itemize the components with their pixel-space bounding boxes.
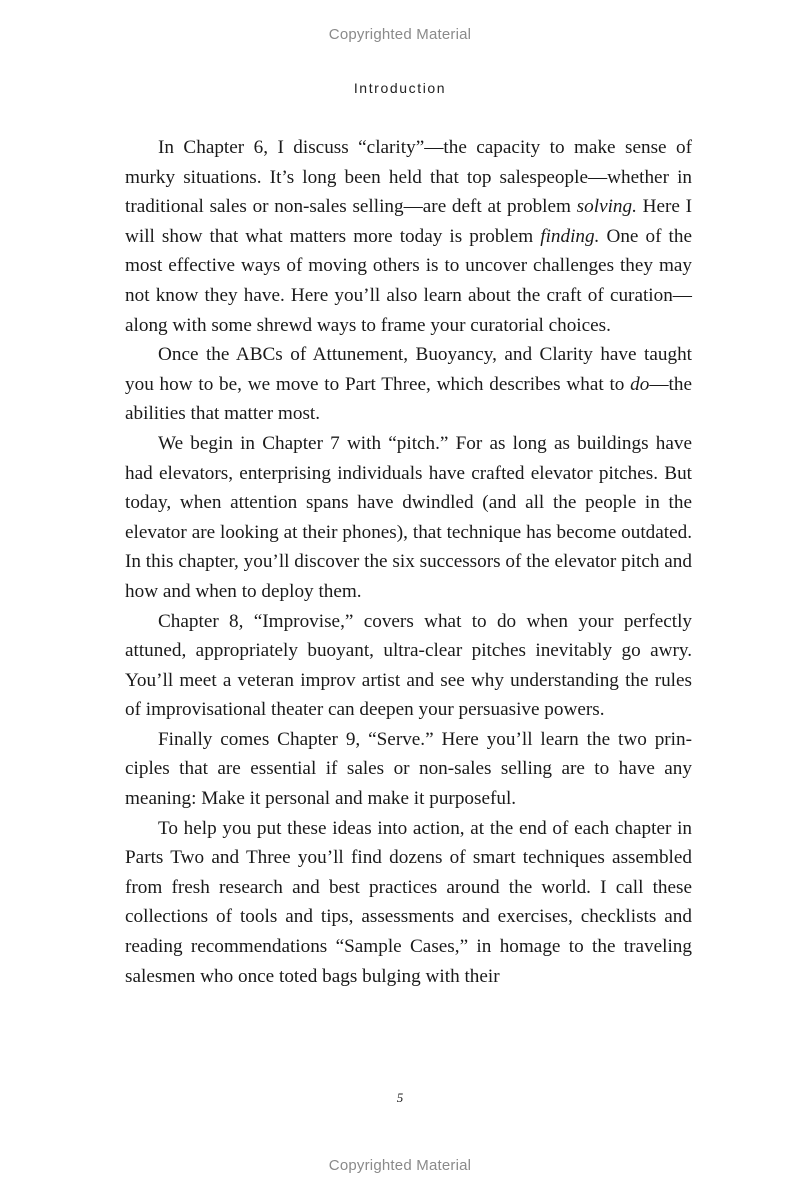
text-run: Chapter 8, “Improvise,” covers what to do when your perfectly attuned, appropriately buoyant, ultra-clear pitches inevitably go awry. You’ll meet a veteran improv artist and see why understanding the rules of improvisational theater can deepen your persuasive powers. bbox=[125, 610, 692, 721]
text-run: Once the ABCs of Attunement, Buoyancy, and Clarity have taught you how to be, we move to Part Three, which describes what to bbox=[125, 344, 692, 395]
text-run: To help you put these ideas into action, at the end of each chapter in Parts Two and Three you’ll find dozens of smart techniques assembled from fresh research and best practices around the world. I call these collections of tools and tips, assessments and exercises, checklists and reading recommendations “Sample Cases,” in homage to the traveling salesmen who once toted bags bulging with their bbox=[125, 817, 692, 987]
paragraph bbox=[125, 725, 692, 814]
paragraph bbox=[125, 814, 692, 992]
text-run: —the abilities that matter most. bbox=[125, 373, 692, 425]
text-run: One of the most effective ways of moving others is to uncover challenges they may not know they have. Here you’ll also learn about the craft of curation—along with some shrewd ways to frame your curatorial choices. bbox=[125, 225, 692, 336]
copyright-watermark-top: Copyrighted Material bbox=[328, 26, 472, 43]
running-head: Introduction bbox=[353, 80, 447, 96]
text-run: In Chapter 6, I discuss “clarity”—the capacity to make sense of murky situations. It’s long been held that top salespeople—whether in traditional sales or non-sales selling—are deft at problem bbox=[125, 137, 692, 218]
emphasized-text: finding. bbox=[540, 225, 600, 247]
page-number: 5 bbox=[396, 1090, 404, 1105]
paragraph bbox=[125, 340, 692, 429]
text-run: Finally comes Chapter 9, “Serve.” Here you’ll learn the two principles that are essential if sales or non-sales selling are to have any meaning: Make it personal and make it purposeful. bbox=[125, 728, 692, 810]
emphasized-text: do bbox=[630, 373, 650, 395]
paragraph bbox=[125, 429, 692, 607]
copyright-watermark-bottom: Copyrighted Material bbox=[328, 1157, 472, 1174]
body-text bbox=[125, 133, 692, 991]
text-run: We begin in Chapter 7 with “pitch.” For as long as buildings have had elevators, enterprising individuals have crafted elevator pitches. But today, when attention spans have dwindled (and all the people in the elevator are looking at their phones), that technique has become outdated. In this chapter, you’ll discover the six successors of the elevator pitch and how and when to deploy them. bbox=[125, 432, 692, 602]
text-run: Here I will show that what matters more today is problem bbox=[125, 196, 692, 247]
paragraph bbox=[125, 607, 692, 725]
paragraph bbox=[125, 133, 692, 340]
emphasized-text: solving. bbox=[576, 196, 637, 218]
